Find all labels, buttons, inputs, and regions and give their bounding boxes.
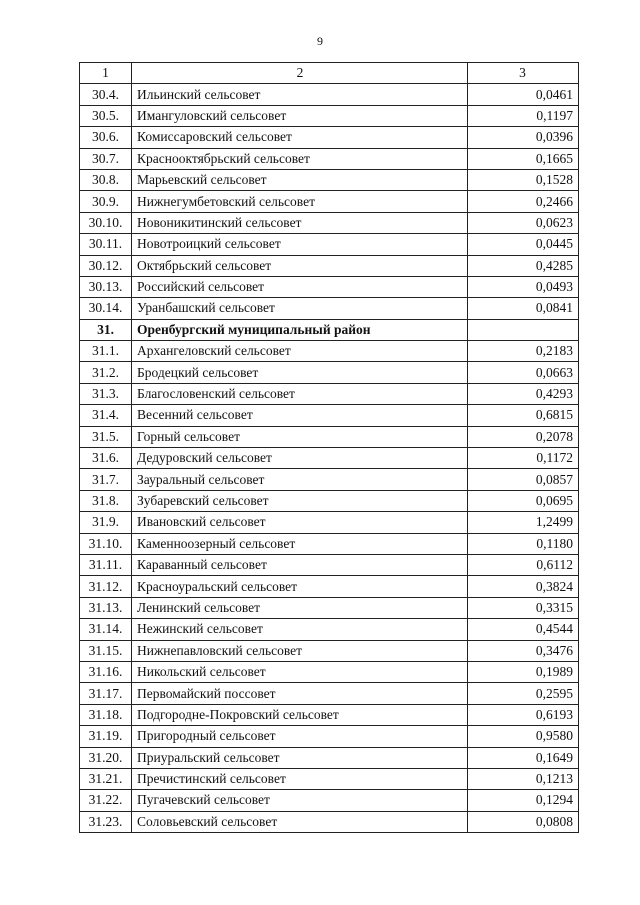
row-name: Краснооктябрьский сельсовет: [132, 148, 468, 169]
table-row: [80, 234, 579, 255]
row-value: 0,1649: [468, 747, 579, 768]
table-row: [80, 790, 579, 811]
row-name: Нижнепавловский сельсовет: [132, 640, 468, 661]
row-value: 0,1528: [468, 169, 579, 190]
table-row: [80, 127, 579, 148]
row-number: 31.10.: [80, 533, 132, 554]
row-number: 31.13.: [80, 597, 132, 618]
row-number: 31.19.: [80, 726, 132, 747]
table-row: [80, 469, 579, 490]
row-name: Пригородный сельсовет: [132, 726, 468, 747]
row-value: 0,1180: [468, 533, 579, 554]
row-number: 31.11.: [80, 554, 132, 575]
row-number: 31.4.: [80, 405, 132, 426]
row-value: 0,0493: [468, 276, 579, 297]
table-row: [80, 276, 579, 297]
table-row: [80, 576, 579, 597]
row-value: 0,0461: [468, 84, 579, 105]
row-number: 30.14.: [80, 298, 132, 319]
row-name: Благословенский сельсовет: [132, 383, 468, 404]
table-row: [80, 704, 579, 725]
table-row: [80, 811, 579, 832]
row-number: 31.6.: [80, 448, 132, 469]
row-value: 0,1294: [468, 790, 579, 811]
row-number: 31.14.: [80, 619, 132, 640]
row-name: Никольский сельсовет: [132, 661, 468, 682]
row-name: Марьевский сельсовет: [132, 169, 468, 190]
table-row: [80, 533, 579, 554]
row-name: Ленинский сельсовет: [132, 597, 468, 618]
row-name: Пречистинский сельсовет: [132, 768, 468, 789]
row-value: 0,0623: [468, 212, 579, 233]
row-number: 31.23.: [80, 811, 132, 832]
row-number: 31.5.: [80, 426, 132, 447]
row-value: 1,2499: [468, 512, 579, 533]
row-value: 0,4285: [468, 255, 579, 276]
table-row: [80, 597, 579, 618]
row-value: 0,6193: [468, 704, 579, 725]
table-row: [80, 512, 579, 533]
row-value: 0,0841: [468, 298, 579, 319]
section-title: Оренбургский муниципальный район: [132, 319, 468, 340]
row-value: 0,1197: [468, 105, 579, 126]
row-name: Красноуральский сельсовет: [132, 576, 468, 597]
row-number: 31.21.: [80, 768, 132, 789]
row-name: Приуральский сельсовет: [132, 747, 468, 768]
row-name: Каменноозерный сельсовет: [132, 533, 468, 554]
row-value: 0,2466: [468, 191, 579, 212]
row-name: Комиссаровский сельсовет: [132, 127, 468, 148]
row-name: Бродецкий сельсовет: [132, 362, 468, 383]
row-name: Весенний сельсовет: [132, 405, 468, 426]
table-row: [80, 84, 579, 105]
table-row: [80, 212, 579, 233]
row-number: 31.3.: [80, 383, 132, 404]
row-value: 0,2078: [468, 426, 579, 447]
row-name: Российский сельсовет: [132, 276, 468, 297]
table-row: [80, 768, 579, 789]
table-row: [80, 683, 579, 704]
row-name: Зубаревский сельсовет: [132, 490, 468, 511]
table-row: [80, 405, 579, 426]
row-number: 31.22.: [80, 790, 132, 811]
row-number: 30.8.: [80, 169, 132, 190]
row-number: 30.13.: [80, 276, 132, 297]
table-row: [80, 148, 579, 169]
row-value: 0,0445: [468, 234, 579, 255]
row-number: 30.6.: [80, 127, 132, 148]
table-row: [80, 661, 579, 682]
table-row: [80, 341, 579, 362]
row-name: Ивановский сельсовет: [132, 512, 468, 533]
row-name: Первомайский поссовет: [132, 683, 468, 704]
row-number: 30.10.: [80, 212, 132, 233]
row-number: 31.1.: [80, 341, 132, 362]
header-col-2: 2: [132, 63, 468, 84]
row-number: 31.20.: [80, 747, 132, 768]
row-name: Новотроицкий сельсовет: [132, 234, 468, 255]
row-name: Нежинский сельсовет: [132, 619, 468, 640]
table-row: [80, 490, 579, 511]
row-value: 0,1665: [468, 148, 579, 169]
row-number: 30.11.: [80, 234, 132, 255]
table-row: [80, 619, 579, 640]
row-value: 0,4293: [468, 383, 579, 404]
row-number: 31.17.: [80, 683, 132, 704]
row-name: Архангеловский сельсовет: [132, 341, 468, 362]
row-number: 31.15.: [80, 640, 132, 661]
row-value: 0,4544: [468, 619, 579, 640]
header-col-3: 3: [468, 63, 579, 84]
row-value: 0,2595: [468, 683, 579, 704]
row-number: 30.4.: [80, 84, 132, 105]
row-value: 0,0396: [468, 127, 579, 148]
table-row: [80, 747, 579, 768]
row-value: 0,0808: [468, 811, 579, 832]
row-number: 31.7.: [80, 469, 132, 490]
row-name: Дедуровский сельсовет: [132, 448, 468, 469]
row-number: 30.12.: [80, 255, 132, 276]
row-number: 30.9.: [80, 191, 132, 212]
header-col-1: 1: [80, 63, 132, 84]
table-row: [80, 105, 579, 126]
row-name: Октябрьский сельсовет: [132, 255, 468, 276]
row-value: 0,2183: [468, 341, 579, 362]
row-name: Горный сельсовет: [132, 426, 468, 447]
row-name: Новоникитинский сельсовет: [132, 212, 468, 233]
table-row: [80, 448, 579, 469]
table-row: [80, 362, 579, 383]
row-value: 0,0695: [468, 490, 579, 511]
table-row: [80, 383, 579, 404]
row-number: 31.18.: [80, 704, 132, 725]
row-number: 31.8.: [80, 490, 132, 511]
section-row: [80, 319, 579, 340]
row-name: Уранбашский сельсовет: [132, 298, 468, 319]
row-value: 0,3824: [468, 576, 579, 597]
row-name: Нижнегумбетовский сельсовет: [132, 191, 468, 212]
table-row: [80, 426, 579, 447]
row-number: 30.5.: [80, 105, 132, 126]
row-value: 0,3315: [468, 597, 579, 618]
row-name: Соловьевский сельсовет: [132, 811, 468, 832]
table-body: [80, 63, 579, 833]
row-number: 31.12.: [80, 576, 132, 597]
table-header-row: [80, 63, 579, 84]
table-row: [80, 554, 579, 575]
row-name: Зауральный сельсовет: [132, 469, 468, 490]
row-value: 0,1213: [468, 768, 579, 789]
row-name: Ильинский сельсовет: [132, 84, 468, 105]
row-number: 31.9.: [80, 512, 132, 533]
table-row: [80, 726, 579, 747]
row-value: 0,1172: [468, 448, 579, 469]
row-name: Подгородне-Покровский сельсовет: [132, 704, 468, 725]
row-value: 0,6815: [468, 405, 579, 426]
row-name: Пугачевский сельсовет: [132, 790, 468, 811]
row-name: Имангуловский сельсовет: [132, 105, 468, 126]
table-row: [80, 169, 579, 190]
table-row: [80, 640, 579, 661]
row-number: 31.16.: [80, 661, 132, 682]
table-row: [80, 191, 579, 212]
row-value: 0,9580: [468, 726, 579, 747]
data-table: [79, 62, 579, 833]
row-value: [468, 319, 579, 340]
row-name: Караванный сельсовет: [132, 554, 468, 575]
table-row: [80, 298, 579, 319]
row-number: 30.7.: [80, 148, 132, 169]
page-number: 9: [317, 34, 323, 48]
row-value: 0,6112: [468, 554, 579, 575]
table-row: [80, 255, 579, 276]
row-value: 0,3476: [468, 640, 579, 661]
row-number: 31.2.: [80, 362, 132, 383]
row-value: 0,0857: [468, 469, 579, 490]
row-value: 0,0663: [468, 362, 579, 383]
row-number: 31.: [80, 319, 132, 340]
row-value: 0,1989: [468, 661, 579, 682]
